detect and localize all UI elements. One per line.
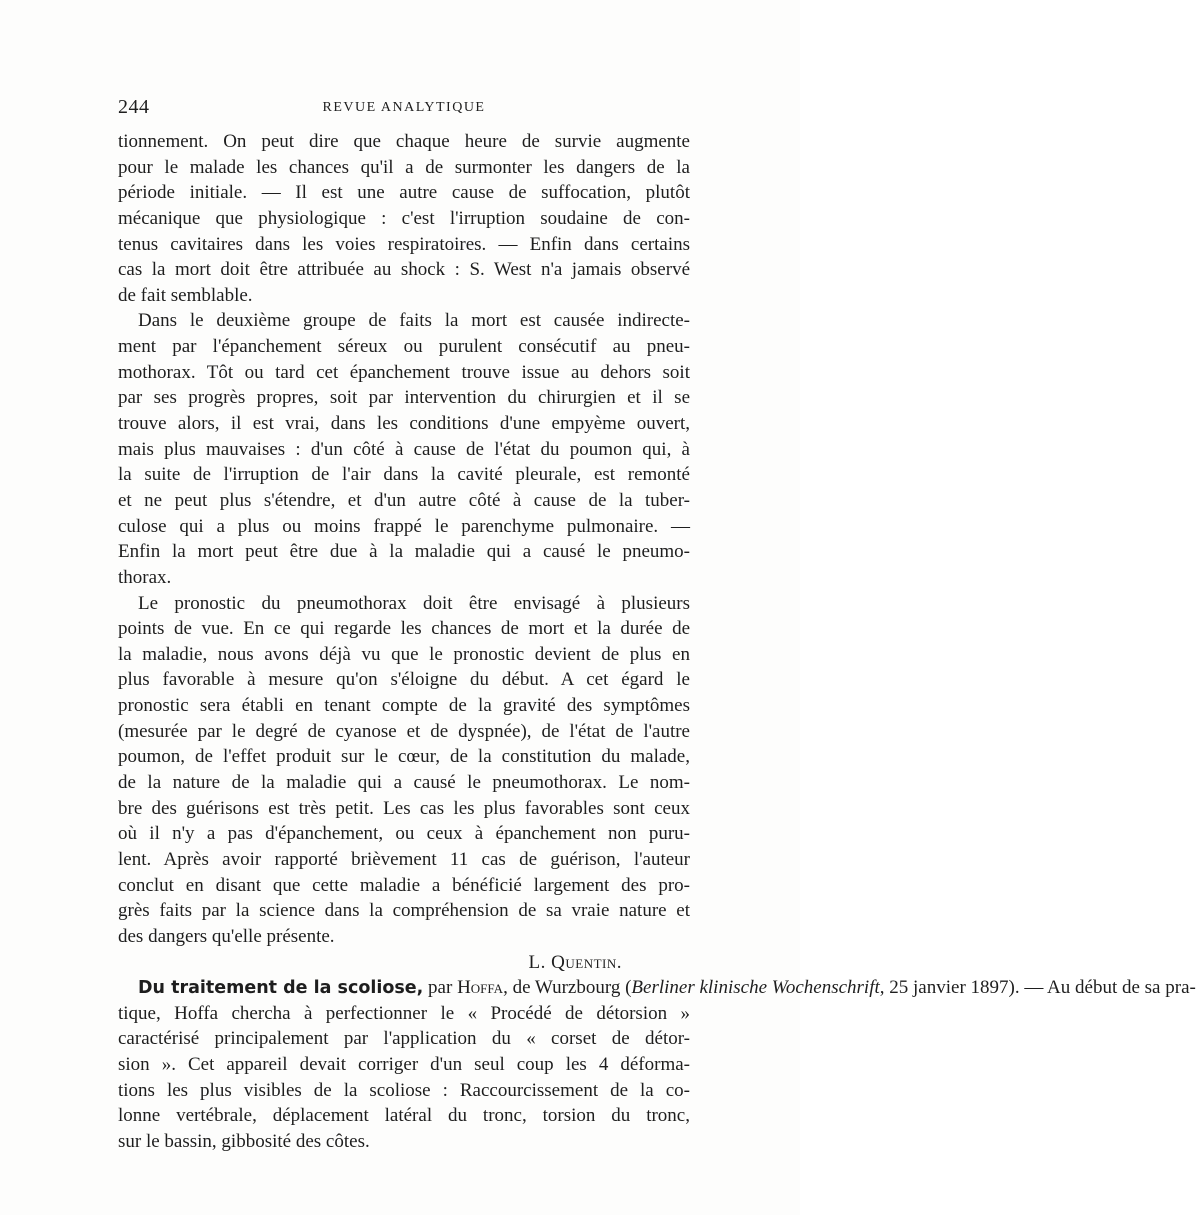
body-text [118,129,1196,1155]
text-line: Dans le deuxième groupe de faits la mort est causée indirecte- [138,310,690,332]
text-line: (mesurée par le degré de cyanose et de dyspnée), de l'état de l'autre [118,720,690,742]
text-line: tions les plus visibles de la scoliose : Raccourcissement de la co- [118,1079,690,1101]
text-line: lonne vertébrale, déplacement latéral du tronc, torsion du tronc, [118,1105,690,1127]
article-heading-line [118,975,1196,1001]
text-line: pronostic sera établi en tenant compte de la gravité des symptômes [118,695,690,717]
text-line: la maladie, nous avons déjà vu que le pronostic devient de plus en [118,643,690,665]
text-line: où il n'y a pas d'épanchement, ou ceux à épanchement non puru- [118,823,690,845]
text-line: tenus cavitaires dans les voies respiratoires. — Enfin dans certains [118,233,690,255]
text-line: ment par l'épanchement séreux ou purulent consécutif au pneu- [118,336,690,358]
text-line: grès faits par la science dans la compréhension de sa vraie nature et [118,900,690,922]
text-line: tique, Hoffa chercha à perfectionner le « Procédé de détorsion » [118,1002,690,1024]
author-signature: L. Quentin. [528,951,622,973]
text-line: poumon, de l'effet produit sur le cœur, de la constitution du malade, [118,746,690,768]
article-place: , de Wurzbourg ( [503,977,632,999]
text-line: mécanique que physiologique : c'est l'irruption soudaine de con- [118,207,690,229]
article-journal: Berliner klinische Wochenschrift [631,977,880,999]
text-line: conclut en disant que cette maladie a bénéficié largement des pro- [118,874,690,896]
text-line: trouve alors, il est vrai, dans les conditions d'une empyème ouvert, [118,413,690,435]
text-line: plus favorable à mesure qu'on s'éloigne du début. A cet égard le [118,669,690,691]
text-line: de la nature de la maladie qui a causé le pneumothorax. Le nom- [118,772,690,794]
text-line: par ses progrès propres, soit par intervention du chirurgien et il se [118,387,690,409]
article-date: , 25 janvier 1897). — Au début de sa pra- [879,977,1196,999]
text-line: mothorax. Tôt ou tard cet épanchement trouve issue au dehors soit [118,361,690,383]
text-line: Enfin la mort peut être due à la maladie qui a causé le pneumo- [118,541,690,563]
article-author: Hoffa [457,977,504,999]
text-line: cas la mort doit être attribuée au shock : S. West n'a jamais observé [118,259,690,281]
article-by: par [423,977,458,999]
text-line: thorax. [118,566,172,588]
text-line: la suite de l'irruption de l'air dans la cavité pleurale, est remonté [118,464,690,486]
text-line: culose qui a plus ou moins frappé le parenchyme pulmonaire. — [118,515,690,537]
text-line: lent. Après avoir rapporté brièvement 11 cas de guérison, l'auteur [118,848,690,870]
text-line: de fait semblable. [118,284,253,306]
text-line: Le pronostic du pneumothorax doit être envisagé à plusieurs [138,592,690,614]
journal-title: REVUE ANALYTIQUE [322,100,486,115]
running-head [118,96,690,126]
text-line: bre des guérisons est très petit. Les cas les plus favorables sont ceux [118,797,690,819]
text-line: sion ». Cet appareil devait corriger d'un seul coup les 4 déforma- [118,1054,690,1076]
article-title: Du traitement de la scoliose, [138,978,424,999]
text-line: mais plus mauvaises : d'un côté à cause de l'état du poumon qui, à [118,438,690,460]
text-line: période initiale. — Il est une autre cause de suffocation, plutôt [118,182,690,204]
text-line: pour le malade les chances qu'il a de surmonter les dangers de la [118,156,690,178]
text-line: des dangers qu'elle présente. [118,925,335,947]
page-number: 244 [118,96,150,118]
text-line: et ne peut plus s'étendre, et d'un autre côté à cause de la tuber- [118,489,690,511]
text-line: caractérisé principalement par l'application du « corset de détor- [118,1028,690,1050]
text-line: points de vue. En ce qui regarde les chances de mort et la durée de [118,618,690,640]
text-line: sur le bassin, gibbosité des côtes. [118,1130,370,1152]
text-line: tionnement. On peut dire que chaque heure de survie augmente [118,131,690,152]
